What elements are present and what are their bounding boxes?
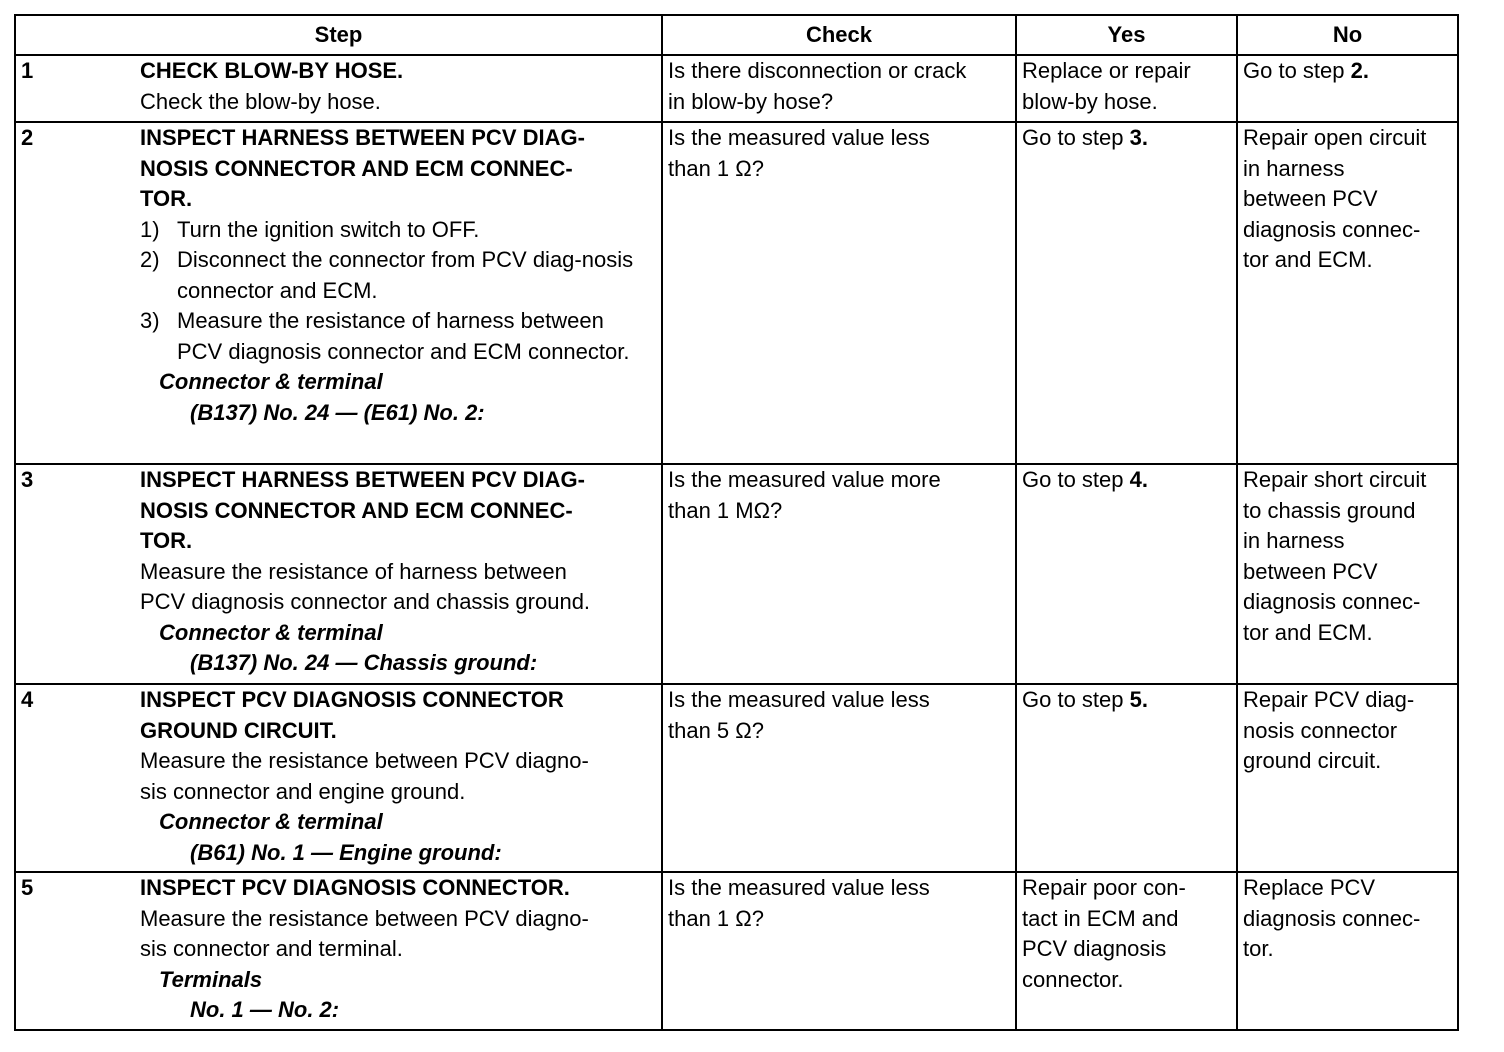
check-text: Is the measured value more — [668, 467, 941, 492]
check-text: than 1 Ω? — [668, 905, 764, 931]
check-text: Is the measured value less — [668, 687, 930, 712]
yes-text: connector. — [1022, 966, 1124, 992]
header-step: Step — [15, 15, 662, 55]
step-cell — [15, 872, 662, 1030]
check-text: than 1 MΩ? — [668, 497, 783, 523]
connector-terminal-spec: (B137) No. 24 — (E61) No. 2: — [190, 399, 485, 425]
check-cell — [662, 55, 1016, 122]
header-no: No — [1237, 15, 1458, 55]
connector-label: Connector & terminal — [159, 809, 383, 834]
step-title: INSPECT HARNESS BETWEEN PCV DIAG- — [140, 125, 585, 150]
yes-step-ref: 4. — [1129, 467, 1148, 492]
yes-cell — [1016, 55, 1237, 122]
step-number: 3 — [21, 467, 34, 492]
no-text: in harness — [1243, 155, 1345, 181]
check-text: than 5 Ω? — [668, 717, 764, 743]
check-cell — [662, 872, 1016, 1030]
no-text: in harness — [1243, 528, 1345, 553]
connector-label: Connector & terminal — [159, 619, 383, 645]
yes-text: Go to step — [1022, 687, 1130, 712]
terminals-label: Terminals — [159, 966, 263, 992]
step-title: GROUND CIRCUIT. — [140, 717, 337, 743]
step-description: sis connector and terminal. — [140, 936, 403, 961]
table-row — [15, 122, 1458, 464]
check-cell — [662, 464, 1016, 684]
connector-label: Connector & terminal — [159, 369, 383, 394]
no-text: Repair PCV diag- — [1243, 687, 1415, 712]
yes-step-ref: 3. — [1129, 125, 1148, 150]
table-row — [15, 55, 1458, 122]
no-cell — [1237, 872, 1458, 1030]
step-number: 1 — [21, 58, 34, 83]
yes-cell — [1016, 684, 1237, 872]
yes-cell — [1016, 464, 1237, 684]
step-cell — [15, 464, 662, 684]
diagnostic-table — [14, 14, 1459, 1031]
table-row — [15, 464, 1458, 684]
step-description: Check the blow-by hose. — [140, 88, 381, 114]
table-row — [15, 684, 1458, 872]
yes-cell — [1016, 122, 1237, 464]
check-cell — [662, 684, 1016, 872]
header-yes: Yes — [1016, 15, 1237, 55]
check-text: than 1 Ω? — [668, 155, 764, 181]
no-cell — [1237, 122, 1458, 464]
no-text: Repair open circuit — [1243, 125, 1427, 150]
step-title: NOSIS CONNECTOR AND ECM CONNEC- — [140, 497, 573, 523]
no-text: Go to step — [1243, 58, 1351, 83]
no-cell — [1237, 55, 1458, 122]
step-title: TOR. — [140, 186, 193, 211]
step-title: INSPECT PCV DIAGNOSIS CONNECTOR. — [140, 875, 570, 900]
no-text: diagnosis connec- — [1243, 216, 1421, 242]
check-text: Is the measured value less — [668, 875, 930, 900]
no-text: between PCV — [1243, 186, 1378, 211]
no-text: tor and ECM. — [1243, 247, 1373, 272]
no-text: Replace PCV — [1243, 875, 1376, 900]
connector-terminal-spec: (B137) No. 24 — Chassis ground: — [190, 650, 538, 675]
connector-terminal-spec: (B61) No. 1 — Engine ground: — [190, 839, 502, 865]
yes-text: Replace or repair — [1022, 58, 1191, 83]
sub-step: 1) Turn the ignition switch to OFF. — [140, 216, 480, 242]
check-text: Is the measured value less — [668, 125, 930, 150]
check-cell — [662, 122, 1016, 464]
yes-text: tact in ECM and — [1022, 905, 1179, 931]
no-text: tor. — [1243, 936, 1274, 961]
sub-step: 2) Disconnect the connector from PCV diag-nosis connector and ECM. — [140, 247, 634, 303]
check-text: Is there disconnection or crack — [668, 58, 967, 83]
no-text: nosis connector — [1243, 717, 1398, 743]
no-text: Repair short circuit — [1243, 467, 1427, 492]
step-number: 4 — [21, 687, 34, 712]
step-title: TOR. — [140, 528, 193, 553]
no-text: between PCV — [1243, 558, 1378, 584]
table-row — [15, 872, 1458, 1030]
no-text: diagnosis connec- — [1243, 905, 1421, 931]
step-cell — [15, 55, 662, 122]
step-number: 2 — [21, 125, 34, 150]
yes-step-ref: 5. — [1129, 687, 1148, 712]
no-text: diagnosis connec- — [1243, 589, 1421, 614]
step-cell — [15, 122, 662, 464]
no-text: ground circuit. — [1243, 748, 1382, 773]
check-text: in blow-by hose? — [668, 88, 834, 114]
yes-cell — [1016, 872, 1237, 1030]
step-description: sis connector and engine ground. — [140, 778, 466, 804]
no-cell — [1237, 684, 1458, 872]
sub-step: 3) Measure the resistance of harness between PCV diagnosis connector and ECM connector. — [140, 308, 630, 364]
header-row — [15, 15, 1458, 55]
yes-text: PCV diagnosis — [1022, 936, 1167, 961]
step-description: Measure the resistance between PCV diagno- — [140, 905, 589, 931]
yes-text: Repair poor con- — [1022, 875, 1186, 900]
no-step-ref: 2. — [1350, 58, 1369, 83]
yes-text: Go to step — [1022, 125, 1130, 150]
step-title: INSPECT HARNESS BETWEEN PCV DIAG- — [140, 467, 585, 492]
step-description: PCV diagnosis connector and chassis ground. — [140, 589, 591, 614]
table-header — [15, 15, 1458, 55]
step-cell — [15, 684, 662, 872]
step-title: NOSIS CONNECTOR AND ECM CONNEC- — [140, 155, 573, 181]
step-description: Measure the resistance between PCV diagno- — [140, 748, 589, 773]
no-text: to chassis ground — [1243, 497, 1416, 523]
no-text: tor and ECM. — [1243, 619, 1373, 645]
step-number: 5 — [21, 875, 34, 900]
terminals-spec: No. 1 — No. 2: — [190, 997, 340, 1022]
step-description: Measure the resistance of harness between — [140, 558, 567, 584]
yes-text: blow-by hose. — [1022, 88, 1158, 114]
no-cell — [1237, 464, 1458, 684]
step-title: INSPECT PCV DIAGNOSIS CONNECTOR — [140, 687, 564, 712]
yes-text: Go to step — [1022, 467, 1130, 492]
step-title: CHECK BLOW-BY HOSE. — [140, 58, 404, 83]
header-check: Check — [662, 15, 1016, 55]
